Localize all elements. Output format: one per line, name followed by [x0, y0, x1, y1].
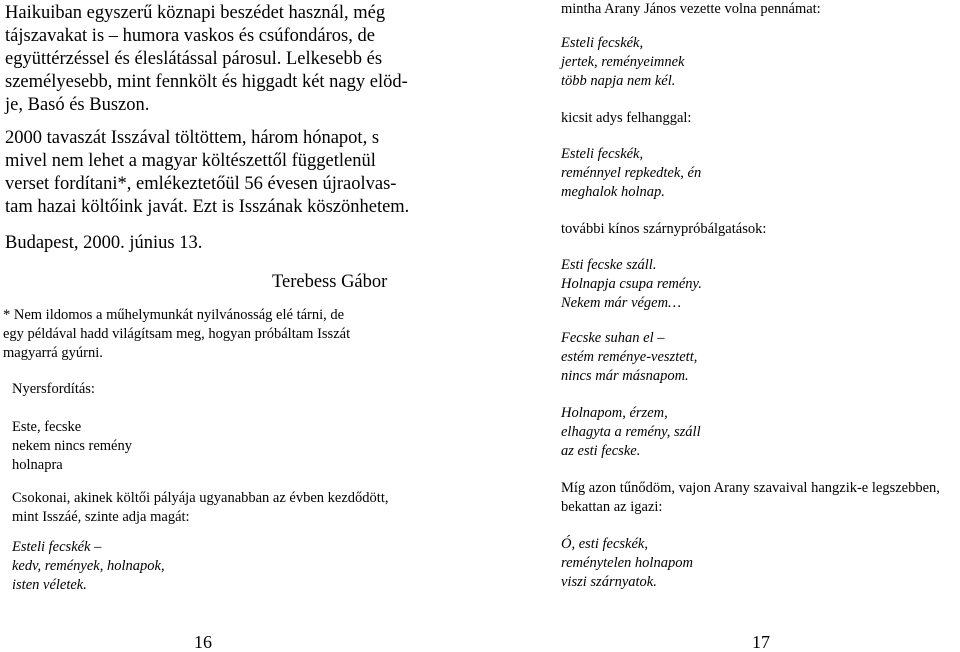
- text-line: Míg azon tűnődöm, vajon Arany szavaival hangzik-e legszebben,: [561, 480, 940, 496]
- attempts-label: további kínos szárnypróbálgatások:: [561, 221, 767, 237]
- text-line: holnapra: [12, 457, 63, 473]
- footnote: [3, 306, 463, 363]
- text-line: kedv, remények, holnapok,: [12, 558, 165, 574]
- text-line: 2000 tavaszát Isszával töltöttem, három hónapot, s: [5, 128, 380, 148]
- text-line: tájszavakat is – humora vaskos és csúfondáros, de: [5, 26, 375, 46]
- text-line: bekattan az igazi:: [561, 499, 663, 515]
- text-line: Fecske suhan el –: [561, 330, 665, 346]
- text-line: Este, fecske: [12, 419, 82, 435]
- text-line: Esti fecske száll.: [561, 257, 657, 273]
- text-line: Esteli fecskék –: [12, 539, 102, 555]
- verse-attempt-3: [561, 404, 701, 461]
- verse-ady: [561, 145, 701, 202]
- text-line: Holnapja csupa remény.: [561, 276, 702, 292]
- text-line: együttérzéssel és éleslátással párosul. Lelkesebb és: [5, 49, 383, 69]
- place-date: Budapest, 2000. június 13.: [5, 233, 203, 253]
- text-line: Holnapom, érzem,: [561, 405, 668, 421]
- text-line: tam hazai költőink javát. Ezt is Isszának köszönhetem.: [5, 197, 410, 217]
- text-line: Haikuiban egyszerű köznapi beszédet használ, még: [5, 3, 386, 23]
- text-line: reménytelen holnapom: [561, 555, 693, 571]
- ady-label: kicsit adys felhanggal:: [561, 110, 692, 126]
- text-line: több napja nem kél.: [561, 73, 676, 89]
- arany-intro: mintha Arany János vezette volna pennámat:: [561, 1, 821, 17]
- text-line: nincs már másnapom.: [561, 368, 689, 384]
- page-number: 17: [752, 632, 770, 652]
- text-line: egy példával hadd világítsam meg, hogyan próbáltam Isszát: [3, 326, 351, 342]
- text-line: jertek, reményeimnek: [561, 54, 685, 70]
- text-line: Esteli fecskék,: [561, 35, 644, 51]
- verse-final: [561, 535, 693, 592]
- closing-paragraph: [561, 479, 956, 517]
- text-line: személyesebb, mint fennkölt és higgadt két nagy elöd-: [5, 72, 408, 92]
- text-line: Esteli fecskék,: [561, 146, 644, 162]
- second-paragraph: [5, 127, 460, 219]
- intro-paragraph: [5, 2, 460, 117]
- literal-translation-verse: [12, 418, 132, 475]
- right-page: [495, 0, 960, 651]
- text-line: az esti fecske.: [561, 443, 641, 459]
- text-line: reménnyel repkedtek, én: [561, 165, 702, 181]
- verse-attempt-1: [561, 256, 702, 313]
- verse-attempt-2: [561, 329, 697, 386]
- verse-arany: [561, 34, 684, 91]
- text-line: isten véletek.: [12, 577, 87, 593]
- text-line: Csokonai, akinek költői pályája ugyanabban az évben kezdődött,: [12, 490, 389, 506]
- text-line: viszi szárnyatok.: [561, 574, 657, 590]
- text-line: Nekem már végem…: [561, 295, 681, 311]
- text-line: magyarrá gyúrni.: [3, 345, 103, 361]
- text-line: elhagyta a remény, száll: [561, 424, 701, 440]
- text-line: nekem nincs remény: [12, 438, 132, 454]
- csokonai-paragraph: [12, 489, 388, 527]
- literal-translation-label: Nyersfordítás:: [12, 381, 95, 397]
- text-line: je, Basó és Buszon.: [5, 95, 150, 115]
- signature: Terebess Gábor: [272, 272, 388, 292]
- left-page: [0, 0, 470, 651]
- text-line: * Nem ildomos a műhelymunkát nyilvánosság elé tárni, de: [3, 307, 345, 323]
- text-line: Ó, esti fecskék,: [561, 536, 648, 552]
- page-number: 16: [194, 632, 212, 652]
- text-line: mint Isszáé, szinte adja magát:: [12, 509, 190, 525]
- text-line: meghalok holnap.: [561, 184, 665, 200]
- text-line: verset fordítani*, emlékeztetőül 56 évesen újraolvas-: [5, 174, 397, 194]
- text-line: mivel nem lehet a magyar költészettől függetlenül: [5, 151, 376, 171]
- csokonai-verse: [12, 538, 165, 595]
- text-line: estém reménye-vesztett,: [561, 349, 698, 365]
